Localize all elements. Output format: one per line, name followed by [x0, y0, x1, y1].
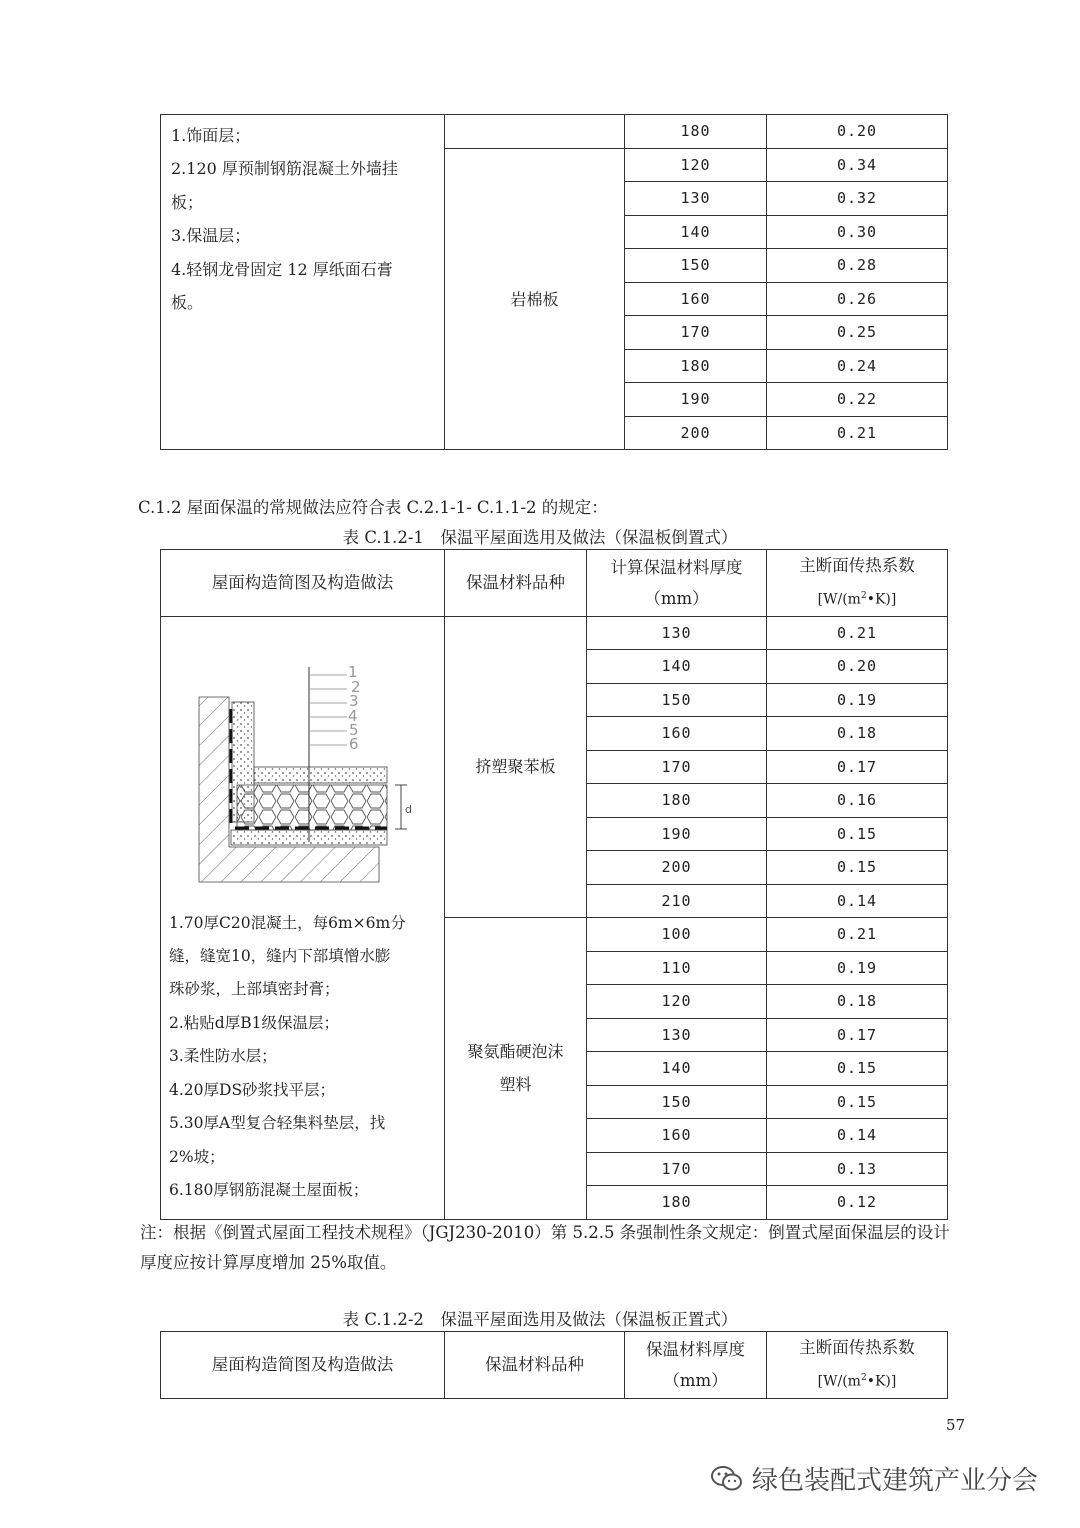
coefficient-cell: 0.17	[767, 750, 948, 784]
header-thickness: 保温材料厚度 （mm）	[625, 1332, 767, 1399]
thickness-cell: 170	[625, 316, 767, 350]
coefficient-cell: 0.21	[767, 616, 948, 650]
header-structure: 屋面构造简图及构造做法	[161, 550, 445, 617]
coefficient-cell: 0.20	[767, 650, 948, 684]
thickness-cell: 180	[587, 784, 767, 818]
coefficient-cell: 0.30	[767, 215, 948, 249]
thickness-cell: 170	[587, 750, 767, 784]
table-row	[161, 616, 948, 650]
coefficient-cell: 0.18	[767, 717, 948, 751]
thickness-cell: 130	[587, 616, 767, 650]
svg-text:3: 3	[349, 691, 359, 710]
coefficient-cell: 0.24	[767, 349, 948, 383]
description-line: 2%坡；	[169, 1147, 225, 1166]
description-line: 2.粘贴d厚B1级保温层；	[169, 1013, 339, 1032]
thickness-cell: 160	[625, 282, 767, 316]
description-line: 6.180厚钢筋混凝土屋面板；	[169, 1180, 369, 1199]
note-text: 注：根据《倒置式屋面工程技术规程》（JGJ230-2010）第 5.2.5 条强制性条文规定：倒置式屋面保温层的设计厚度应按计算厚度增加 25%取值。	[140, 1223, 950, 1272]
svg-text:4: 4	[348, 706, 358, 725]
table-header-row	[161, 550, 948, 617]
thickness-cell: 150	[587, 1085, 767, 1119]
thickness-cell: 140	[587, 650, 767, 684]
thickness-cell: 120	[587, 985, 767, 1019]
page-number: 57	[946, 1416, 966, 1434]
watermark: 绿色装配式建筑产业分会	[710, 1460, 1038, 1497]
thickness-cell: 190	[625, 383, 767, 417]
description-line: 缝，缝宽10，缝内下部填憎水膨	[169, 947, 391, 966]
coefficient-cell: 0.19	[767, 683, 948, 717]
coefficient-cell: 0.17	[767, 1018, 948, 1052]
thickness-cell: 180	[625, 115, 767, 149]
thickness-cell: 140	[625, 215, 767, 249]
header-material: 保温材料品种	[445, 550, 587, 617]
header-coefficient: 主断面传热系数 $[W/(m^2•K)]$	[767, 550, 948, 617]
thickness-cell: 120	[625, 148, 767, 182]
table-caption-2: 表 C.1.2-2 保温平屋面选用及做法（保温板正置式）	[342, 1310, 738, 1329]
wall-insulation-table	[160, 114, 948, 450]
header-material: 保温材料品种	[445, 1332, 625, 1399]
coefficient-cell: 0.15	[767, 1085, 948, 1119]
thickness-cell: 160	[587, 1119, 767, 1153]
description-line: 3.保温层；	[171, 226, 251, 246]
structure-description	[169, 907, 436, 1208]
material-cell	[445, 115, 625, 149]
thickness-cell: 200	[625, 416, 767, 450]
coefficient-cell: 0.32	[767, 182, 948, 216]
description-line: 4.轻钢龙骨固定 12 厚纸面石膏	[171, 259, 393, 279]
thickness-cell: 150	[587, 683, 767, 717]
coefficient-cell: 0.21	[767, 918, 948, 952]
svg-text:5: 5	[349, 720, 359, 739]
coefficient-cell: 0.26	[767, 282, 948, 316]
structure-description	[161, 115, 445, 450]
coefficient-cell: 0.20	[767, 115, 948, 149]
coefficient-cell: 0.14	[767, 884, 948, 918]
thickness-cell: 100	[587, 918, 767, 952]
coefficient-cell: 0.13	[767, 1152, 948, 1186]
coefficient-cell: 0.15	[767, 817, 948, 851]
thickness-cell: 130	[625, 182, 767, 216]
coefficient-cell: 0.15	[767, 1052, 948, 1086]
thickness-cell: 130	[587, 1018, 767, 1052]
coefficient-cell: 0.14	[767, 1119, 948, 1153]
thickness-cell: 150	[625, 249, 767, 283]
thickness-cell: 110	[587, 951, 767, 985]
coefficient-cell: 0.22	[767, 383, 948, 417]
svg-text:2: 2	[351, 677, 361, 696]
thickness-cell: 180	[587, 1186, 767, 1220]
svg-text:d: d	[405, 802, 412, 816]
description-line: 5.30厚A型复合轻集料垫层，找	[169, 1114, 386, 1133]
coefficient-cell: 0.18	[767, 985, 948, 1019]
material-cell: 岩棉板	[445, 148, 625, 450]
svg-text:6: 6	[349, 734, 359, 753]
material-cell: 挤塑聚苯板	[445, 616, 587, 918]
coefficient-cell: 0.12	[767, 1186, 948, 1220]
thickness-cell: 140	[587, 1052, 767, 1086]
coefficient-cell: 0.28	[767, 249, 948, 283]
roof-section-diagram	[169, 617, 434, 907]
thickness-cell: 190	[587, 817, 767, 851]
description-line: 3.柔性防水层；	[169, 1047, 277, 1066]
description-line: 2.120 厚预制钢筋混凝土外墙挂	[171, 159, 398, 179]
coefficient-cell: 0.34	[767, 148, 948, 182]
header-coefficient: 主断面传热系数 $[W/(m^2•K)]$	[767, 1332, 948, 1399]
description-line: 珠砂浆，上部填密封膏；	[169, 980, 340, 999]
table-caption: 表 C.1.2-1 保温平屋面选用及做法（保温板倒置式）	[342, 528, 738, 547]
coefficient-cell: 0.21	[767, 416, 948, 450]
section-paragraph: C.1.2 屋面保温的常规做法应符合表 C.2.1-1- C.1.1-2 的规定：	[138, 498, 608, 517]
thickness-cell: 210	[587, 884, 767, 918]
normal-roof-table	[160, 1331, 948, 1399]
coefficient-cell: 0.19	[767, 951, 948, 985]
header-thickness: 计算保温材料厚度 （mm）	[587, 550, 767, 617]
table-row	[161, 115, 948, 149]
thickness-cell: 180	[625, 349, 767, 383]
description-line: 板。	[171, 293, 204, 313]
thickness-cell: 160	[587, 717, 767, 751]
description-line: 1.饰面层；	[171, 126, 251, 145]
wechat-icon	[710, 1465, 744, 1493]
coefficient-cell: 0.16	[767, 784, 948, 818]
header-structure: 屋面构造简图及构造做法	[161, 1332, 445, 1399]
coefficient-cell: 0.25	[767, 316, 948, 350]
material-cell: 聚氨酯硬泡沫 塑料	[445, 918, 587, 1220]
svg-text:1: 1	[348, 662, 358, 681]
thickness-cell: 170	[587, 1152, 767, 1186]
table-header-row	[161, 1332, 948, 1399]
roof-structure-cell	[161, 616, 445, 1219]
description-line: 板；	[171, 192, 204, 212]
coefficient-cell: 0.15	[767, 851, 948, 885]
thickness-cell: 200	[587, 851, 767, 885]
description-line: 4.20厚DS砂浆找平层；	[169, 1080, 336, 1099]
inverted-roof-table	[160, 549, 948, 1220]
description-line: 1.70厚C20混凝土，每6m×6m分	[169, 913, 406, 932]
